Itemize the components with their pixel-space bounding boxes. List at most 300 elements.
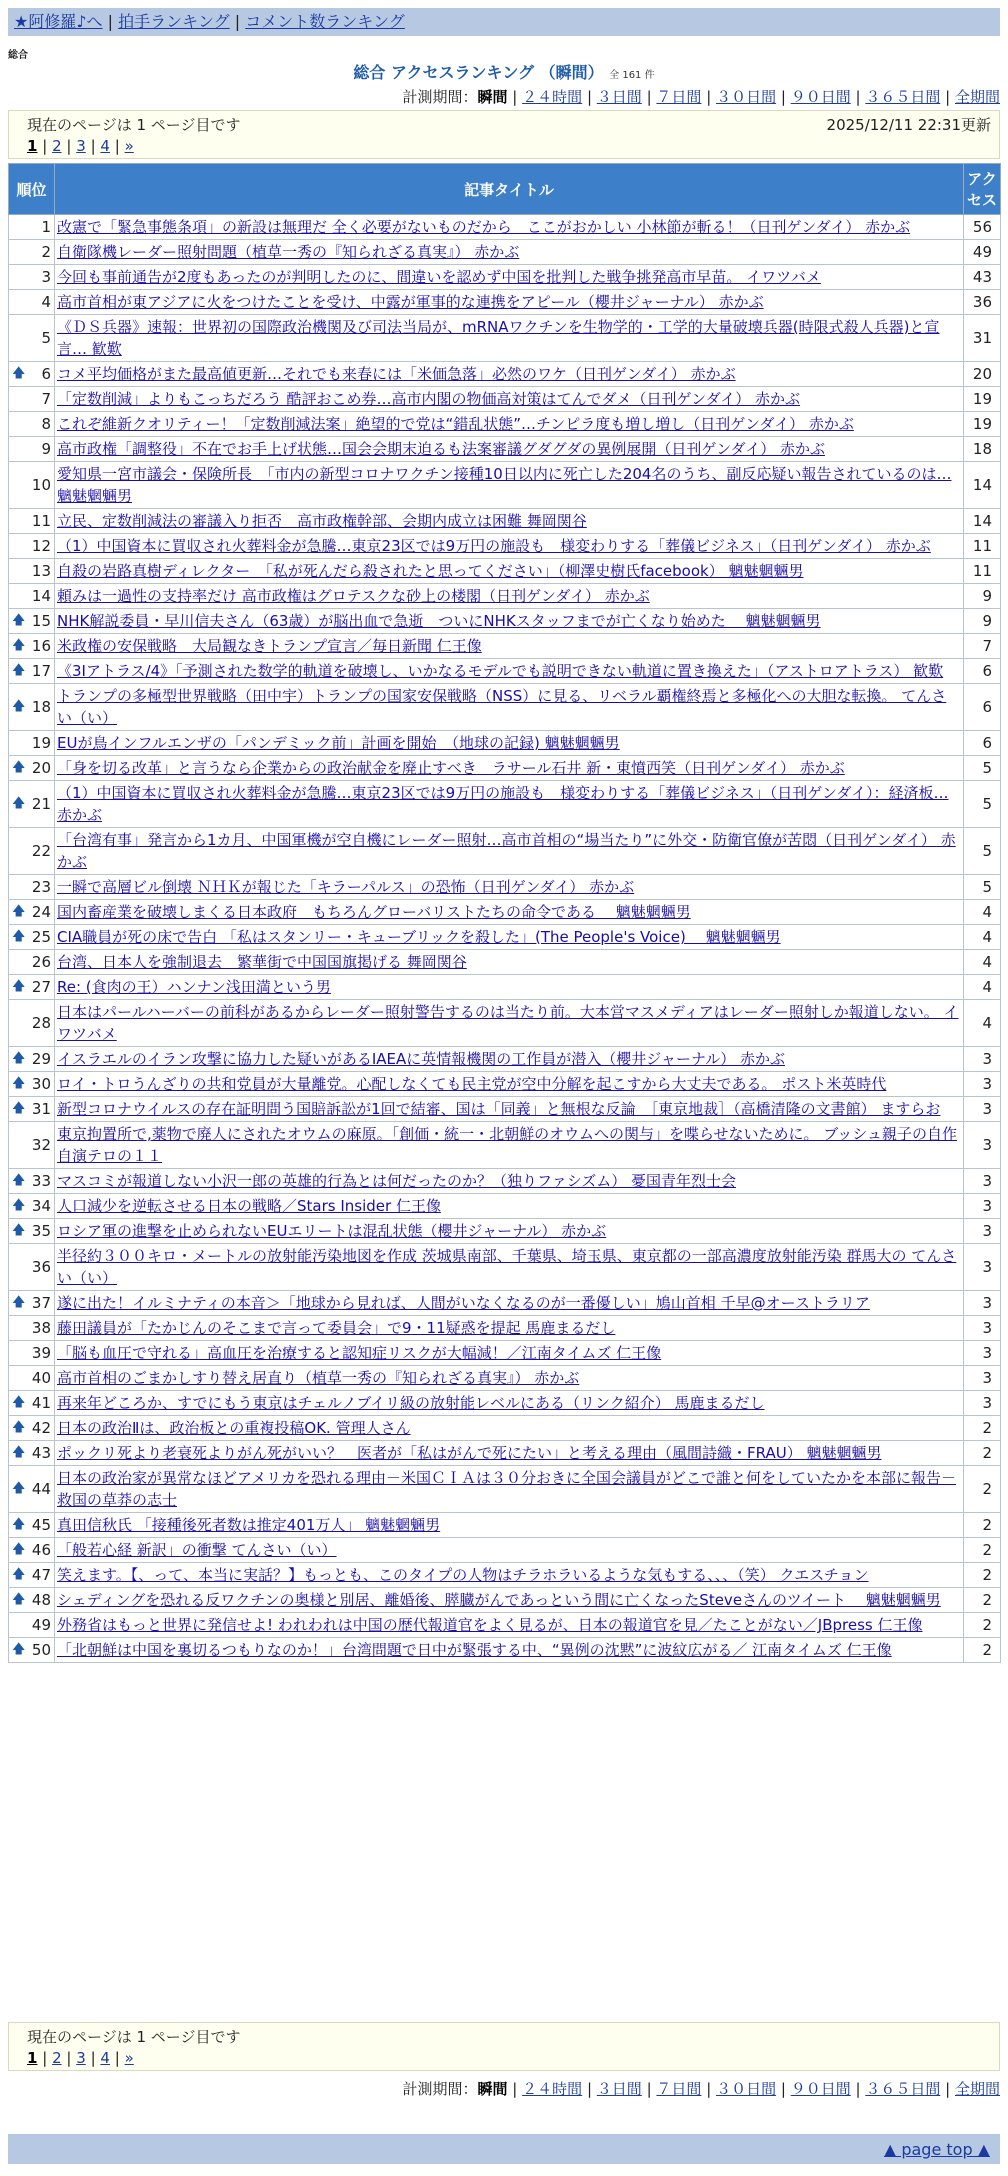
rank-number: 47 xyxy=(31,1566,51,1584)
footer-bar xyxy=(8,2134,1000,2164)
rank-number: 34 xyxy=(31,1197,51,1215)
access-count: 3 xyxy=(964,1244,1001,1291)
table-row xyxy=(9,609,1001,634)
rank-number: 40 xyxy=(31,1369,51,1387)
page-title xyxy=(0,60,1008,83)
article-link[interactable]: 「台湾有事」発言から1カ月、中国軍機が空自機にレーダー照射…高市首相の“場当たり”に外交・防衛官僚が苦悶（日刊ゲンダイ） 赤かぶ xyxy=(57,831,956,871)
access-count: 19 xyxy=(964,387,1001,412)
title-cell xyxy=(55,684,964,731)
title-cell xyxy=(55,1122,964,1169)
access-count: 2 xyxy=(964,1513,1001,1538)
access-count: 4 xyxy=(964,1000,1001,1047)
access-count: 2 xyxy=(964,1638,1001,1663)
table-row xyxy=(9,1638,1001,1663)
title-cell xyxy=(55,659,964,684)
table-row xyxy=(9,1366,1001,1391)
access-count: 9 xyxy=(964,584,1001,609)
article-link[interactable]: 「北朝鮮は中国を裏切るつもりなのか！」台湾問題で日中が緊張する中、“異例の沈黙”に波紋広がる／ 江南タイムズ 仁王像 xyxy=(57,1641,892,1659)
article-link[interactable]: 今回も事前通告が2度もあったのが判明したのに、間違いを認めず中国を批判した戦争挑発高市早苗。 イワツバメ xyxy=(57,268,821,286)
table-row xyxy=(9,412,1001,437)
access-count: 20 xyxy=(964,362,1001,387)
article-link[interactable]: 頼みは一過性の支持率だけ 高市政権はグロテスクな砂上の楼閣（日刊ゲンダイ） 赤かぶ xyxy=(57,587,650,605)
title-cell xyxy=(55,265,964,290)
rank-cell xyxy=(9,659,55,684)
rank-cell xyxy=(9,1466,55,1513)
title-cell xyxy=(55,1047,964,1072)
table-row xyxy=(9,559,1001,584)
current-page-text: 現在のページは 1 ページ目です xyxy=(27,2028,241,2046)
table-row xyxy=(9,1122,1001,1169)
access-count: 6 xyxy=(964,731,1001,756)
rank-number: 23 xyxy=(31,878,51,896)
period-link[interactable]: ２４時間 xyxy=(522,2080,583,2098)
article-link[interactable]: Re: (食肉の王）ハンナン浅田満という男 xyxy=(57,978,331,996)
rank-number: 42 xyxy=(31,1419,51,1437)
article-link[interactable]: 外務省はもっと世界に発信せよ! われわれは中国の歴代報道官をよく見るが、日本の報道官を見／たことがない／JBpress 仁王像 xyxy=(57,1616,923,1634)
access-count: 2 xyxy=(964,1613,1001,1638)
period-link[interactable]: 全期間 xyxy=(954,2080,1000,2098)
rank-cell xyxy=(9,875,55,900)
rank-cell xyxy=(9,781,55,828)
page-separator: | xyxy=(42,137,48,155)
title-cell xyxy=(55,215,964,240)
title-cell xyxy=(55,315,964,362)
rank-number: 7 xyxy=(41,390,51,408)
access-count: 4 xyxy=(964,900,1001,925)
title-cell xyxy=(55,509,964,534)
title-cell xyxy=(55,1169,964,1194)
title-cell xyxy=(55,387,964,412)
access-count: 2 xyxy=(964,1538,1001,1563)
rank-number: 25 xyxy=(31,928,51,946)
table-row xyxy=(9,828,1001,875)
period-separator: | xyxy=(706,2080,712,2098)
rank-header: 順位 xyxy=(9,164,55,215)
rank-cell xyxy=(9,215,55,240)
period-label: 計測期間： xyxy=(402,88,478,106)
rank-up-arrow-icon: 🡅 xyxy=(12,1481,26,1496)
rank-number: 16 xyxy=(31,637,51,655)
table-row xyxy=(9,1316,1001,1341)
table-row xyxy=(9,265,1001,290)
period-link[interactable]: ３日間 xyxy=(596,2080,642,2098)
rank-cell xyxy=(9,584,55,609)
page-link[interactable]: 4 xyxy=(100,2049,110,2067)
access-count: 6 xyxy=(964,684,1001,731)
rank-number: 14 xyxy=(31,587,51,605)
rank-cell xyxy=(9,684,55,731)
rank-cell xyxy=(9,756,55,781)
period-separator: | xyxy=(586,88,592,106)
rank-number: 22 xyxy=(31,842,51,860)
title-cell xyxy=(55,362,964,387)
rank-up-arrow-icon: 🡅 xyxy=(12,699,26,714)
article-link[interactable]: NHK解説委員・早川信夫さん（63歳）が脳出血で急逝 ついにNHKスタッフまでが亡くなり始めた 魑魅魍魎男 xyxy=(57,612,821,630)
article-link[interactable]: 「脳も血圧で守れる」高血圧を治療すると認知症リスクが大幅減！／江南タイムズ 仁王像 xyxy=(57,1344,662,1362)
article-link[interactable]: 自衛隊機レーダー照射問題（植草一秀の『知られざる真実』） 赤かぶ xyxy=(57,243,520,261)
access-count: 9 xyxy=(964,609,1001,634)
article-link[interactable]: これぞ維新クオリティー！「定数削減法案」絶望的で党は“錯乱状態”…チンピラ度も増し増し（日刊ゲンダイ） 赤かぶ xyxy=(57,415,854,433)
table-row xyxy=(9,534,1001,559)
access-count: 4 xyxy=(964,975,1001,1000)
access-count: 31 xyxy=(964,315,1001,362)
article-link[interactable]: （1）中国資本に買収され火葬料金が急騰…東京23区では9万円の施設も 様変わりする「葬儀ビジネス」（日刊ゲンダイ） 赤かぶ xyxy=(57,537,931,555)
page-top-link[interactable]: ▲ page top ▲ xyxy=(883,2140,990,2159)
period-link[interactable]: 全期間 xyxy=(954,88,1000,106)
article-link[interactable]: コメ平均価格がまた最高値更新…それでも来春には「米価急落」必然のワケ（日刊ゲンダイ） 赤かぶ xyxy=(57,365,736,383)
rank-cell xyxy=(9,462,55,509)
title-cell xyxy=(55,925,964,950)
rank-number: 38 xyxy=(31,1319,51,1337)
page-link[interactable]: » xyxy=(124,2049,134,2067)
title-cell xyxy=(55,1072,964,1097)
rank-number: 11 xyxy=(31,512,51,530)
rank-cell xyxy=(9,1513,55,1538)
table-row xyxy=(9,1072,1001,1097)
access-count: 3 xyxy=(964,1366,1001,1391)
clap-ranking-link[interactable]: 拍手ランキング xyxy=(118,12,230,31)
title-cell xyxy=(55,781,964,828)
period-separator: | xyxy=(706,88,712,106)
period-label: 計測期間： xyxy=(402,2080,478,2098)
current-page-text: 現在のページは 1 ページ目です xyxy=(27,116,241,134)
article-link[interactable]: 一瞬で高層ビル倒壊 ＮＨＫが報じた「キラーパルス」の恐怖（日刊ゲンダイ） 赤かぶ xyxy=(57,878,635,896)
article-link[interactable]: 再来年どころか、すでにもう東京はチェルノブイリ級の放射能レベルにある（リンク紹介） 馬鹿まるだし xyxy=(57,1394,765,1412)
table-row xyxy=(9,1613,1001,1638)
table-row xyxy=(9,1194,1001,1219)
rank-cell xyxy=(9,1341,55,1366)
rank-number: 20 xyxy=(31,759,51,777)
rank-number: 44 xyxy=(31,1480,51,1498)
access-header: アクセス xyxy=(964,164,1001,215)
access-count: 3 xyxy=(964,1194,1001,1219)
article-link[interactable]: 高市首相が東アジアに火をつけたことを受け、中露が軍事的な連携をアピール（櫻井ジャーナル） 赤かぶ xyxy=(57,293,764,311)
rank-cell xyxy=(9,509,55,534)
rank-number: 10 xyxy=(31,476,51,494)
rank-cell xyxy=(9,1416,55,1441)
article-link[interactable]: 笑えます。【、って、本当に実話？】もっとも、このタイプの人物はチラホラいるような気もする、、、（笑） クエスチョン xyxy=(57,1566,869,1584)
rank-number: 1 xyxy=(41,218,51,236)
rank-number: 27 xyxy=(31,978,51,996)
article-link[interactable]: 台湾、日本人を強制退去 繁華街で中国国旗掲げる 舞岡関谷 xyxy=(57,953,467,971)
rank-number: 31 xyxy=(31,1100,51,1118)
article-link[interactable]: 立民、定数削減法の審議入り拒否 高市政権幹部、会期内成立は困難 舞岡関谷 xyxy=(57,512,587,530)
table-row xyxy=(9,215,1001,240)
access-count: 43 xyxy=(964,265,1001,290)
article-link[interactable]: 「般若心経 新訳」の衝撃 てんさい（い） xyxy=(57,1541,337,1559)
table-row xyxy=(9,1538,1001,1563)
rank-number: 33 xyxy=(31,1172,51,1190)
access-count: 5 xyxy=(964,828,1001,875)
table-row xyxy=(9,950,1001,975)
article-link[interactable]: 日本の政治家が異常なほどアメリカを恐れる理由－米国ＣＩＡは３０分おきに全国会議員がどこで誰と何をしていたかを本部に報告－ 救国の草莽の志士 xyxy=(57,1469,956,1509)
rank-number: 3 xyxy=(41,268,51,286)
rank-cell xyxy=(9,1538,55,1563)
page-link[interactable]: 1 xyxy=(27,137,38,155)
title-cell xyxy=(55,1366,964,1391)
article-link[interactable]: シェディングを恐れる反ワクチンの奥様と別居、離婚後、膵臓がんであっという間に亡くなったSteveさんのツイート 魑魅魍魎男 xyxy=(57,1591,941,1609)
article-link[interactable]: 遂に出た！イルミナティの本音＞「地球から見れば、人間がいなくなるのが一番優しい」鳩山首相 千早@オーストラリア xyxy=(57,1294,870,1312)
table-row xyxy=(9,1000,1001,1047)
title-cell xyxy=(55,1441,964,1466)
rank-up-arrow-icon: 🡅 xyxy=(12,1295,26,1310)
table-row xyxy=(9,684,1001,731)
article-link[interactable]: 《3Iアトラス/4》「予測された数学的軌道を破壊し、いかなるモデルでも説明できない軌道に置き換えた」（アストロアトラス） 歓歎 xyxy=(57,662,944,680)
period-separator: | xyxy=(945,2080,951,2098)
rank-number: 15 xyxy=(31,612,51,630)
article-link[interactable]: トランプの多極型世界戦略（田中宇）トランプの国家安保戦略（NSS）に見る、リベラル覇権終焉と多極化への大胆な転換。 てんさい（い） xyxy=(57,687,947,727)
title-cell xyxy=(55,559,964,584)
rank-number: 48 xyxy=(31,1591,51,1609)
title-cell xyxy=(55,634,964,659)
page-separator: | xyxy=(114,137,120,155)
rank-cell xyxy=(9,1047,55,1072)
title-cell xyxy=(55,1638,964,1663)
updated-timestamp: 2025/12/11 22:31更新 xyxy=(826,116,991,134)
title-cell xyxy=(55,1194,964,1219)
table-row xyxy=(9,1169,1001,1194)
ranking-table xyxy=(8,163,1001,1663)
rank-number: 17 xyxy=(31,662,51,680)
access-count: 3 xyxy=(964,1391,1001,1416)
home-link[interactable]: ★阿修羅♪へ xyxy=(14,12,103,31)
rank-cell xyxy=(9,1219,55,1244)
rank-up-arrow-icon: 🡅 xyxy=(12,1445,26,1460)
page-separator: | xyxy=(114,2049,120,2067)
rank-up-arrow-icon: 🡅 xyxy=(12,1642,26,1657)
title-cell xyxy=(55,1466,964,1513)
access-count: 3 xyxy=(964,1047,1001,1072)
rank-number: 6 xyxy=(41,365,51,383)
rank-cell xyxy=(9,1638,55,1663)
table-row xyxy=(9,1441,1001,1466)
period-selector-bottom xyxy=(402,2078,1000,2099)
title-cell xyxy=(55,1341,964,1366)
article-link[interactable]: ロシア軍の進撃を止められないEUエリートは混乱状態（櫻井ジャーナル） 赤かぶ xyxy=(57,1222,607,1240)
period-link[interactable]: ３６５日間 xyxy=(865,88,941,106)
period-link[interactable]: ７日間 xyxy=(656,2080,702,2098)
access-count: 11 xyxy=(964,534,1001,559)
rank-number: 39 xyxy=(31,1344,51,1362)
title-cell xyxy=(55,534,964,559)
table-row xyxy=(9,315,1001,362)
rank-cell xyxy=(9,1072,55,1097)
title-cell xyxy=(55,584,964,609)
access-count: 2 xyxy=(964,1588,1001,1613)
access-count: 5 xyxy=(964,875,1001,900)
rank-number: 5 xyxy=(41,329,51,347)
article-link[interactable]: 日本はパールハーバーの前科があるからレーダー照射警告するのは当たり前。大本営マスメディアはレーダー照射しか報道しない。 イワツバメ xyxy=(57,1003,959,1043)
article-link[interactable]: 《ＤＳ兵器》速報：世界初の国際政治機関及び司法当局が、mRNAワクチンを生物学的・工学的大量破壊兵器(時限式殺人兵器)と宣言… 歓歎 xyxy=(57,318,940,358)
title-cell xyxy=(55,1563,964,1588)
title-cell xyxy=(55,1613,964,1638)
access-count: 4 xyxy=(964,925,1001,950)
rank-cell xyxy=(9,559,55,584)
table-row xyxy=(9,1563,1001,1588)
page-link[interactable]: 3 xyxy=(76,137,86,155)
title-cell xyxy=(55,731,964,756)
title-cell xyxy=(55,412,964,437)
article-link[interactable]: イスラエルのイラン攻撃に協力した疑いがあるIAEAに英情報機関の工作員が潜入（櫻井ジャーナル） 赤かぶ xyxy=(57,1050,785,1068)
top-nav-bar xyxy=(8,8,1000,36)
article-link[interactable]: 自殺の岩路真樹ディレクター 「私が死んだら殺されたと思ってください」（柳澤史樹氏facebook） 魑魅魍魎男 xyxy=(57,562,804,580)
article-link[interactable]: 高市政権「調整役」不在でお手上げ状態…国会会期末迫るも法案審議グダグダの異例展開（日刊ゲンダイ） 赤かぶ xyxy=(57,440,825,458)
article-link[interactable]: 日本の政治Ⅱは、政治板との重複投稿OK. 管理人さん xyxy=(57,1419,411,1437)
rank-cell xyxy=(9,1291,55,1316)
title-cell xyxy=(55,609,964,634)
rank-number: 13 xyxy=(31,562,51,580)
page-link[interactable]: 4 xyxy=(100,137,110,155)
rank-cell xyxy=(9,925,55,950)
page-link[interactable]: 1 xyxy=(27,2049,38,2067)
rank-up-arrow-icon: 🡅 xyxy=(12,1420,26,1435)
rank-cell xyxy=(9,534,55,559)
rank-number: 35 xyxy=(31,1222,51,1240)
comment-ranking-link[interactable]: コメント数ランキング xyxy=(245,12,405,31)
rank-up-arrow-icon: 🡅 xyxy=(12,1395,26,1410)
article-link[interactable]: 高市首相のごまかしすり替え居直り（植草一秀の『知られざる真実』） 赤かぶ xyxy=(57,1369,580,1387)
page-link[interactable]: » xyxy=(124,137,134,155)
rank-cell xyxy=(9,828,55,875)
rank-up-arrow-icon: 🡅 xyxy=(12,1517,26,1532)
rank-number: 50 xyxy=(31,1641,51,1659)
period-link[interactable]: ３日間 xyxy=(596,88,642,106)
rank-number: 49 xyxy=(31,1616,51,1634)
rank-cell xyxy=(9,1316,55,1341)
rank-cell xyxy=(9,634,55,659)
article-link[interactable]: 米政権の安保戦略 大局観なきトランプ宣言／毎日新聞 仁王像 xyxy=(57,637,482,655)
period-link[interactable]: ７日間 xyxy=(656,88,702,106)
period-link[interactable]: ３０日間 xyxy=(716,88,777,106)
rank-up-arrow-icon: 🡅 xyxy=(12,613,26,628)
rank-cell xyxy=(9,412,55,437)
article-link[interactable]: 人口減少を逆転させる日本の戦略／Stars Insider 仁王像 xyxy=(57,1197,441,1215)
table-row xyxy=(9,362,1001,387)
access-count: 2 xyxy=(964,1466,1001,1513)
rank-up-arrow-icon: 🡅 xyxy=(12,1542,26,1557)
rank-cell xyxy=(9,1588,55,1613)
page-link[interactable]: 2 xyxy=(52,2049,62,2067)
page-separator: | xyxy=(42,2049,48,2067)
rank-up-arrow-icon: 🡅 xyxy=(12,760,26,775)
rank-up-arrow-icon: 🡅 xyxy=(12,1592,26,1607)
period-separator: | xyxy=(646,2080,652,2098)
period-link[interactable]: ３６５日間 xyxy=(865,2080,941,2098)
access-count: 7 xyxy=(964,634,1001,659)
article-link[interactable]: 「身を切る改革」と言うなら企業からの政治献金を廃止すべき ラサール石井 新・東憤西笑（日刊ゲンダイ） 赤かぶ xyxy=(57,759,845,777)
page-link[interactable]: 2 xyxy=(52,137,62,155)
access-count: 5 xyxy=(964,781,1001,828)
period-separator: | xyxy=(512,2080,518,2098)
article-link[interactable]: （1）中国資本に買収され火葬料金が急騰…東京23区では9万円の施設も 様変わりする「葬儀ビジネス」（日刊ゲンダイ）：経済板… 赤かぶ xyxy=(57,784,949,824)
period-separator: | xyxy=(945,88,951,106)
access-count: 49 xyxy=(964,240,1001,265)
article-link[interactable]: 国内畜産業を破壊しまくる日本政府 もちろんグローバリストたちの命令である 魑魅魍魎男 xyxy=(57,903,691,921)
table-row xyxy=(9,437,1001,462)
title-cell xyxy=(55,1000,964,1047)
rank-number: 21 xyxy=(31,795,51,813)
access-count: 2 xyxy=(964,1563,1001,1588)
table-row xyxy=(9,731,1001,756)
nav-separator: | xyxy=(107,12,114,31)
article-link[interactable]: CIA職員が死の床で告白 「私はスタンリー・キューブリックを殺した」(The People's Voice) 魑魅魍魎男 xyxy=(57,928,781,946)
table-row xyxy=(9,1047,1001,1072)
rank-cell xyxy=(9,1391,55,1416)
article-link[interactable]: ポックリ死より老衰死よりがん死がいい？ 医者が「私はがんで死にたい」と考える理由（風間詩織・FRAU） 魑魅魍魎男 xyxy=(57,1444,882,1462)
rank-cell xyxy=(9,1244,55,1291)
title-cell xyxy=(55,240,964,265)
title-cell xyxy=(55,900,964,925)
rank-number: 4 xyxy=(41,293,51,311)
article-link[interactable]: マスコミが報道しない小沢一郎の英雄的行為とは何だったのか？（独りファシズム） 憂国青年烈士会 xyxy=(57,1172,737,1190)
table-row xyxy=(9,925,1001,950)
rank-number: 28 xyxy=(31,1014,51,1032)
period-link[interactable]: ２４時間 xyxy=(522,88,583,106)
page-info-bottom xyxy=(8,2022,1000,2071)
article-link[interactable]: 東京拘置所で,薬物で廃人にされたオウムの麻原。「創価・統一・北朝鮮のオウムへの関与」を喋らせないために。 ブッシュ親子の自作自演テロの１１ xyxy=(57,1125,957,1165)
rank-cell xyxy=(9,290,55,315)
title-cell xyxy=(55,875,964,900)
access-count: 14 xyxy=(964,462,1001,509)
article-link[interactable]: 新型コロナウイルスの存在証明問う国賠訴訟が1回で結審、国は「同義」と無根な反論 ［東京地裁］（高橋清隆の文書館） ますらお xyxy=(57,1100,941,1118)
rank-number: 8 xyxy=(41,415,51,433)
rank-cell xyxy=(9,950,55,975)
period-link[interactable]: ９０日間 xyxy=(790,2080,851,2098)
article-link[interactable]: EUが鳥インフルエンザの「パンデミック前」計画を開始 （地球の記録) 魑魅魍魎男 xyxy=(57,734,620,752)
access-count: 3 xyxy=(964,1316,1001,1341)
rank-cell xyxy=(9,1122,55,1169)
total-count: 全 161 件 xyxy=(609,70,655,81)
article-link[interactable]: 藤田議員が「たかじんのそこまで言って委員会」で9・11疑惑を提起 馬鹿まるだし xyxy=(57,1319,616,1337)
period-current: 瞬間 xyxy=(477,2080,508,2098)
table-row xyxy=(9,634,1001,659)
article-link[interactable]: ロイ・トロうんざりの共和党員が大量離党。心配しなくても民主党が空中分解を起こすから大丈夫である。 ポスト米英時代 xyxy=(57,1075,887,1093)
table-row xyxy=(9,1588,1001,1613)
access-count: 5 xyxy=(964,756,1001,781)
rank-up-arrow-icon: 🡅 xyxy=(12,638,26,653)
rank-up-arrow-icon: 🡅 xyxy=(12,1076,26,1091)
page-separator: | xyxy=(90,137,96,155)
period-separator: | xyxy=(646,88,652,106)
title-cell xyxy=(55,756,964,781)
table-row xyxy=(9,387,1001,412)
access-count: 3 xyxy=(964,1169,1001,1194)
access-count: 3 xyxy=(964,1122,1001,1169)
table-row xyxy=(9,1416,1001,1441)
period-link[interactable]: ３０日間 xyxy=(716,2080,777,2098)
table-row xyxy=(9,659,1001,684)
rank-cell xyxy=(9,1000,55,1047)
article-link[interactable]: 真田信秋氏 「接種後死者数は推定401万人」 魑魅魍魎男 xyxy=(57,1516,441,1534)
title-cell xyxy=(55,950,964,975)
page-info-top xyxy=(8,110,1000,159)
article-link[interactable]: 愛知県一宮市議会・保険所長 「市内の新型コロナワクチン接種10日以内に死亡した204名のうち、副反応疑い報告されているのは… 魑魅魍魎男 xyxy=(57,465,952,505)
period-separator: | xyxy=(586,2080,592,2098)
article-link[interactable]: 半径約３００キロ・メートルの放射能汚染地図を作成 茨城県南部、千葉県、埼玉県、東京都の一部高濃度放射能汚染 群馬大の てんさい（い） xyxy=(57,1247,957,1287)
article-link[interactable]: 「定数削減」よりもこっちだろう 酷評おこめ券…高市内閣の物価高対策はてんでダメ（日刊ゲンダイ） 赤かぶ xyxy=(57,390,801,408)
rank-cell xyxy=(9,1366,55,1391)
table-row xyxy=(9,1513,1001,1538)
page-link[interactable]: 3 xyxy=(76,2049,86,2067)
article-link[interactable]: 改憲で「緊急事態条項」の新設は無理だ 全く必要がないものだから ここがおかしい 小林節が斬る！（日刊ゲンダイ） 赤かぶ xyxy=(57,218,911,236)
rank-cell xyxy=(9,1613,55,1638)
page-separator: | xyxy=(66,137,72,155)
access-count: 19 xyxy=(964,412,1001,437)
table-row xyxy=(9,462,1001,509)
rank-up-arrow-icon: 🡅 xyxy=(12,796,26,811)
rank-number: 26 xyxy=(31,953,51,971)
period-link[interactable]: ９０日間 xyxy=(790,88,851,106)
